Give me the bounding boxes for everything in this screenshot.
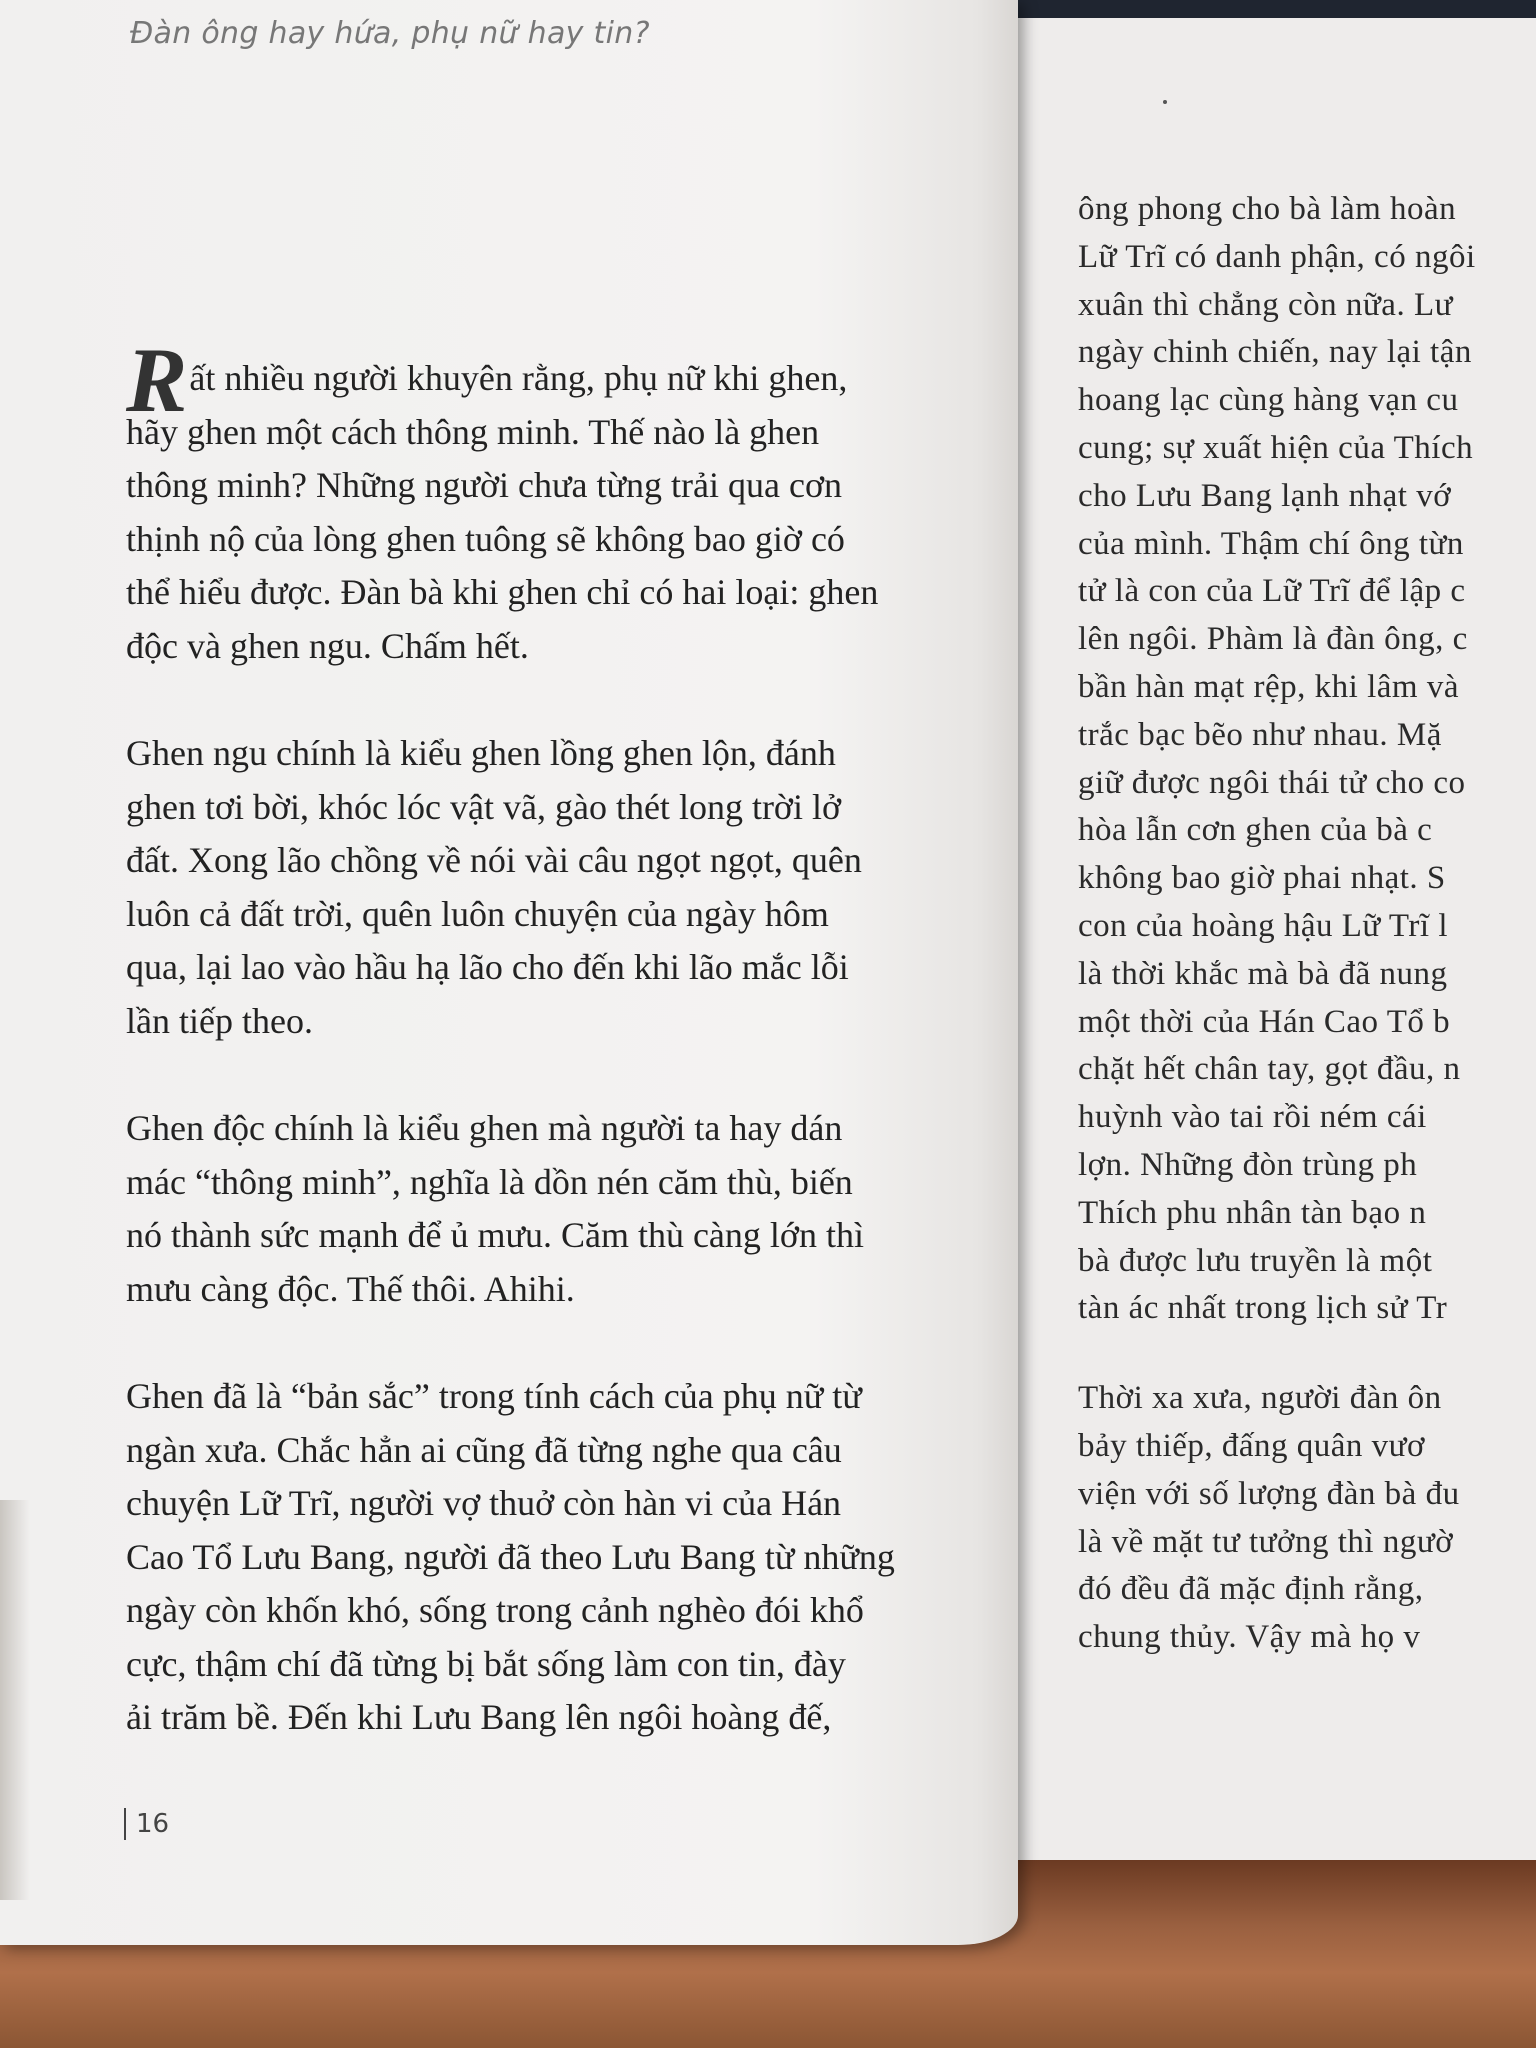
text-line: bần hàn mạt rệp, khi lâm và — [1078, 668, 1459, 705]
text-line: Ghen ngu chính là kiểu ghen lồng ghen lộn, đánh — [126, 733, 836, 773]
text-line: hoang lạc cùng hàng vạn cu — [1078, 382, 1459, 419]
text-line: ngày còn khốn khó, sống trong cảnh nghèo đói khổ — [126, 1590, 864, 1630]
text-line: chung thủy. Vậy mà họ v — [1078, 1619, 1421, 1656]
page-curl-shadow — [0, 1500, 30, 1900]
text-line: cực, thậm chí đã từng bị bắt sống làm con tin, đày — [126, 1643, 846, 1684]
text-line: là về mặt tư tưởng thì ngườ — [1078, 1523, 1454, 1560]
text-line: mác “thông minh”, nghĩa là dồn nén căm thù, biến — [126, 1161, 853, 1202]
text-line: lợn. Những đòn trùng ph — [1078, 1146, 1418, 1183]
text-line: thể hiểu được. Đàn bà khi ghen chỉ có hai loại: ghen — [126, 572, 879, 612]
text-line: đất. Xong lão chồng về nói vài câu ngọt ngọt, quên — [126, 840, 862, 880]
text-line: ngày chinh chiến, nay lại tận — [1078, 334, 1472, 371]
text-line: viện với số lượng đàn bà đu — [1078, 1475, 1460, 1512]
text-line: con của hoàng hậu Lữ Trĩ l — [1078, 907, 1449, 944]
text-line: không bao giờ phai nhạt. S — [1078, 860, 1446, 897]
text-line: hòa lẫn cơn ghen của bà c — [1078, 812, 1433, 849]
text-line: giữ được ngôi thái tử cho co — [1078, 764, 1466, 801]
right-paragraph-2 — [1078, 1375, 1536, 1662]
text-line: bảy thiếp, đấng quân vươ — [1078, 1427, 1426, 1464]
print-speck — [1163, 100, 1167, 104]
text-line: lên ngôi. Phàm là đàn ông, c — [1078, 621, 1468, 658]
text-line: qua, lại lao vào hầu hạ lão cho đến khi lão mắc lỗi — [126, 947, 849, 987]
text-line: độc và ghen ngu. Chấm hết. — [126, 625, 529, 666]
text-line: huỳnh vào tai rồi ném cái — [1078, 1099, 1427, 1136]
text-line: Cao Tổ Lưu Bang, người đã theo Lưu Bang từ những — [126, 1536, 895, 1577]
running-head: Đàn ông hay hứa, phụ nữ hay tin? — [130, 16, 650, 51]
text-line: là thời khắc mà bà đã nung — [1078, 955, 1448, 992]
text-line: nó thành sức mạnh để ủ mưu. Căm thù càng lớn thì — [126, 1215, 864, 1255]
text-line: xuân thì chẳng còn nữa. Lư — [1078, 286, 1454, 323]
text-line: bà được lưu truyền là một — [1078, 1242, 1433, 1279]
drop-cap: R — [126, 329, 188, 431]
text-line: cung; sự xuất hiện của Thích — [1078, 429, 1474, 466]
right-page-text — [1078, 186, 1536, 1662]
text-line: ghen tơi bời, khóc lóc vật vã, gào thét long trời lở — [126, 786, 842, 827]
text-line: tử là con của Lữ Trĩ để lập c — [1078, 573, 1466, 610]
left-page-text — [126, 329, 1006, 1799]
text-line: Thời xa xưa, người đàn ôn — [1078, 1380, 1442, 1417]
text-line: luôn cả đất trời, quên luôn chuyện của ngày hôm — [126, 893, 829, 934]
page-number: 16 — [124, 1808, 169, 1840]
text-line: chuyện Lữ Trĩ, người vợ thuở còn hàn vi của Hán — [126, 1483, 842, 1523]
text-line: Ghen độc chính là kiểu ghen mà người ta hay dán — [126, 1108, 843, 1148]
text-line: đó đều đã mặc định rằng, — [1078, 1571, 1424, 1608]
text-line: mưu càng độc. Thế thôi. Ahihi. — [126, 1268, 575, 1309]
text-line: chặt hết chân tay, gọt đầu, n — [1078, 1051, 1461, 1088]
paragraph-4 — [126, 1370, 1006, 1745]
text-line: Lữ Trĩ có danh phận, có ngôi — [1078, 238, 1476, 275]
text-line: một thời của Hán Cao Tổ b — [1078, 1003, 1451, 1040]
text-line: hãy ghen một cách thông minh. Thế nào là ghen — [126, 411, 820, 452]
text-line-with-dropcap — [126, 329, 1006, 431]
text-line: thịnh nộ của lòng ghen tuông sẽ không bao giờ có — [126, 518, 845, 559]
text-line: ải trăm bề. Đến khi Lưu Bang lên ngôi hoàng đế, — [126, 1697, 832, 1737]
right-page — [1000, 18, 1536, 1868]
paragraph-3 — [126, 1102, 1006, 1316]
text-line: Ghen đã là “bản sắc” trong tính cách của phụ nữ từ — [126, 1376, 862, 1416]
text-line: thông minh? Những người chưa từng trải qua cơn — [126, 465, 842, 505]
paragraph-2 — [126, 727, 1006, 1048]
text-line: cho Lưu Bang lạnh nhạt vớ — [1078, 477, 1452, 514]
text-line: ất nhiều người khuyên rằng, phụ nữ khi ghen, — [189, 358, 848, 398]
text-line: ông phong cho bà làm hoàn — [1078, 191, 1457, 227]
text-line: lần tiếp theo. — [126, 1000, 313, 1041]
paragraph-gap — [1078, 1333, 1536, 1375]
text-line: tàn ác nhất trong lịch sử Tr — [1078, 1290, 1448, 1327]
text-line: trắc bạc bẽo như nhau. Mặ — [1078, 716, 1442, 753]
text-line: ngàn xưa. Chắc hẳn ai cũng đã từng nghe qua câu — [126, 1429, 842, 1470]
text-line: của mình. Thậm chí ông từn — [1078, 525, 1464, 562]
text-line: Thích phu nhân tàn bạo n — [1078, 1194, 1427, 1231]
paragraph-1 — [126, 329, 1006, 673]
right-paragraph-1 — [1078, 186, 1536, 1333]
